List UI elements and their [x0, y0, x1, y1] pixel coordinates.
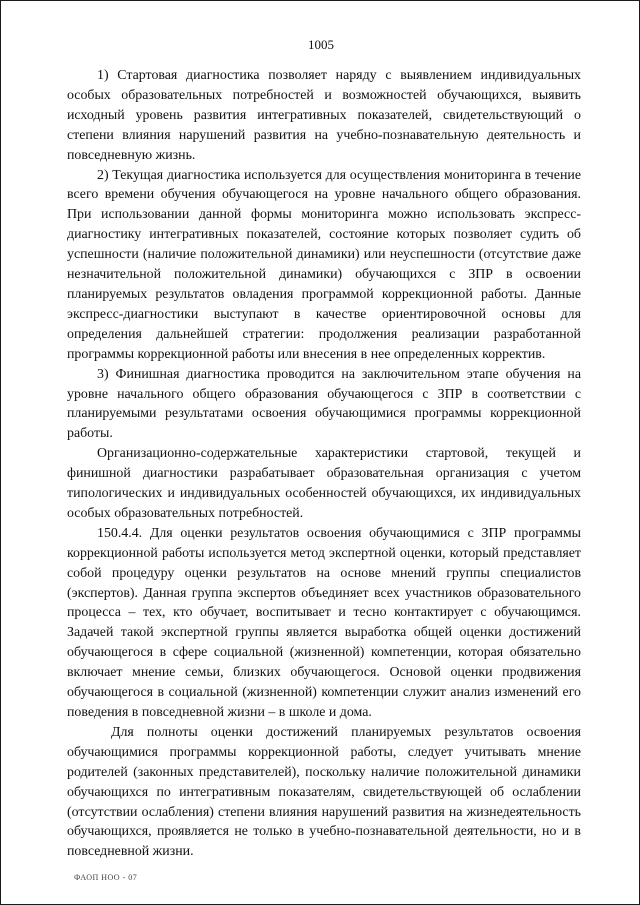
page-number: 1005	[308, 37, 334, 52]
document-body	[67, 66, 581, 862]
paragraph-organizational-characteristics: Организационно-содержательные характеристики стартовой, текущей и финишной диагностики разрабатывает образовательная организация с учетом типологических и индивидуальных особенностей обучающихся, их индивидуальных особых образовательных потребностей.	[67, 446, 581, 521]
paragraph-expert-evaluation: 150.4.4. Для оценки результатов освоения обучающимися с ЗПР программы коррекционной работы используется метод экспертной оценки, который представляет собой процедуру оценки результатов на основе мнений группы специалистов (экспертов). Данная группа экспертов объединяет всех участников образовательного процесса – тех, кто обучает, воспитывает и тесно контактирует с обучающимся. Задачей такой экспертной группы является выработка общей оценки достижений обучающегося в сфере социальной (жизненной) компетенции, которая обязательно включает мнение семьи, близких обучающегося. Основой оценки продвижения обучающегося в социальной (жизненной) компетенции служит анализ изменений его поведения в повседневной жизни – в школе и дома.	[67, 525, 581, 720]
footer-document-code: ФАОП НОО - 07	[74, 873, 138, 882]
paragraph-parents-opinion: Для полноты оценки достижений планируемых результатов освоения обучающимися программы коррекционной работы, следует учитывать мнение родителей (законных представителей), поскольку наличие положительной динамики обучающихся по интегративным показателям, свидетельствующей об ослаблении (отсутствии ослабления) степени влияния нарушений развития на жизнедеятельность обучающихся, проявляется не только в учебно-познавательной деятельности, но и в повседневной жизни.	[67, 724, 581, 860]
paragraph-starting-diagnostics: 1) Стартовая диагностика позволяет наряду с выявлением индивидуальных особых образовательных потребностей и возможностей обучающихся, выявить исходный уровень развития интегративных показателей, свидетельствующий о степени влияния нарушений развития на учебно-познавательную деятельность и повседневную жизнь.	[67, 68, 581, 163]
paragraph-final-diagnostics: 3) Финишная диагностика проводится на заключительном этапе обучения на уровне начального общего образования обучающегося с ЗПР в соответствии с планируемыми результатами освоения обучающимися программы коррекционной работы.	[67, 366, 581, 442]
paragraph-current-diagnostics: 2) Текущая диагностика используется для осуществления мониторинга в течение всего времени обучения обучающегося на уровне начального общего образования. При использовании данной формы мониторинга можно использовать экспресс-диагностику интегративных показателей, состояние которых позволяет судить об успешности (наличие положительной динамики) или неуспешности (отсутствие даже незначительной положительной динамики) обучающихся с ЗПР в освоении планируемых результатов овладения программой коррекционной работы. Данные экспресс-диагностики выступают в качестве ориентировочной основы для определения дальнейшей стратегии: продолжения реализации разработанной программы коррекционной работы или внесения в нее определенных корректив.	[67, 167, 581, 362]
